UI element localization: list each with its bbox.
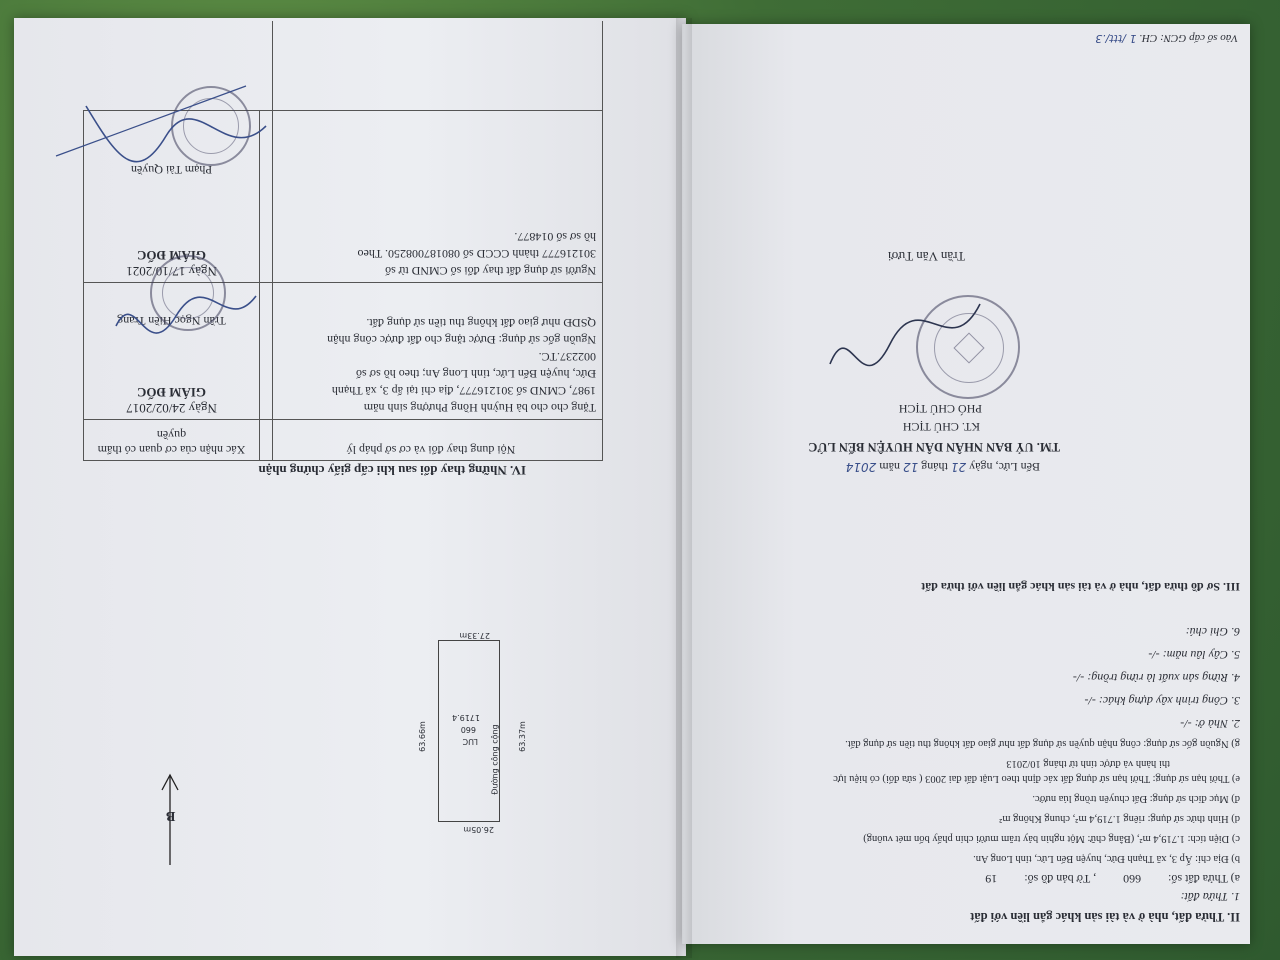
forest-line: 4. Rừng sản xuất là rừng trồng: -/-: [1072, 671, 1240, 685]
sign-month: 12: [902, 460, 919, 474]
row2-line: Người sử dụng đất thay đổi số CMND từ số: [385, 264, 596, 278]
signature-2: [46, 56, 286, 196]
plot-dim-bottom: 27.33m: [459, 631, 490, 640]
row1-line: 1987, CMND số 301216777, địa chỉ tại ấp 3, xã Thạnh: [331, 384, 596, 398]
section-ii-title: II. Thửa đất, nhà ở và tài sản khác gắn liền với đất: [970, 910, 1240, 924]
note-line: 6. Ghi chú:: [1185, 625, 1240, 639]
vice-chairman: PHÓ CHỦ TỊCH: [898, 402, 982, 416]
confirm-col-header: Xác nhận của cơ quan có thẩm quyền: [84, 420, 260, 461]
usage-term-line-2: thi hành và được tính từ tháng 10/2013: [1006, 758, 1170, 769]
registry-label: Vào sổ cấp GCN: CH.: [1139, 32, 1238, 44]
plot-road-label: Đường công cộng: [490, 724, 500, 795]
changes-header-row: [84, 420, 603, 461]
row1-line: Tặng cho cho bà Huỳnh Hồng Phượng sinh năm: [363, 401, 596, 415]
table-left-rule: [602, 21, 603, 461]
registry-number: 1 /ttt/.3: [1095, 32, 1137, 45]
row2-title: GIÁM ĐỐC: [137, 248, 206, 263]
usage-form-line: d) Hình thức sử dụng: riêng 1.719,4 m², chung Không m²: [999, 813, 1240, 824]
left-page-content: [14, 18, 686, 956]
row1-line: QSDĐ như giao đất không thu tiền sử dụng đất.: [366, 316, 596, 330]
row1-signer: Trần Ngọc Hiền Trang: [117, 314, 226, 328]
address-line: b) Địa chỉ: Ấp 3, xã Thạnh Đức, huyện Bến Lức, tỉnh Long An.: [973, 853, 1240, 864]
parcel-number: 660: [1123, 872, 1142, 886]
row1-line: Nguồn gốc sử dụng: Được tặng cho đất được công nhận: [327, 333, 596, 347]
area-line: c) Diện tích: 1.719,4 m², (Bằng chữ: Một nghìn bảy trăm mười chín phẩy bốn mét vuông): [863, 833, 1240, 844]
changes-section-title: IV. Những thay đổi sau khi cấp giấy chứng nhận: [258, 463, 526, 478]
construction-line: 3. Công trình xây dựng khác: -/-: [1084, 694, 1240, 708]
parcel-heading: 1. Thửa đất:: [1180, 890, 1240, 904]
house-line: 2. Nhà ở: -/-: [1180, 717, 1240, 731]
map-sheet-number: 19: [985, 872, 998, 886]
plot-dim-left: 63.37m: [518, 721, 528, 752]
registry-footer: [1095, 30, 1238, 46]
row2-signer: Phạm Tài Quyền: [130, 163, 213, 177]
diagram-title: III. Sơ đồ thửa đất, nhà ở và tài sản khác gắn liền với thửa đất: [921, 580, 1240, 594]
perennial-line: 5. Cây lâu năm: -/-: [1148, 648, 1240, 662]
signature-1: [106, 246, 266, 356]
sign-date-line: [846, 459, 1040, 474]
row2-line: 301216777 thành CCCD số 080187008250. Theo: [357, 247, 596, 261]
origin-line: g) Nguồn gốc sử dụng: công nhận quyền sử dụng đất như giao đất không thu tiền sử dụng đất.: [845, 738, 1240, 749]
sign-year-label: năm: [879, 460, 900, 474]
change-row-2-content: [260, 111, 603, 283]
plot-area: 1719.4: [452, 713, 480, 722]
issuing-org: TM. UỶ BAN NHÂN DÂN HUYỆN BẾN LỨC: [808, 440, 1060, 454]
usage-purpose-line: đ) Mục đích sử dụng: Đất chuyên trồng lúa nước.: [1032, 793, 1240, 804]
sign-day: 21: [950, 460, 967, 474]
signer-name: Trần Văn Tươi: [887, 249, 965, 264]
plot-land-code: LUC: [462, 737, 478, 746]
content-col-header: Nội dung thay đổi và cơ sở pháp lý: [260, 420, 603, 461]
plot-parcel-number: 660: [460, 725, 476, 734]
parcel-number-label: a) Thửa đất số:: [1168, 872, 1240, 886]
row2-line: hồ sơ số 014877.: [514, 230, 596, 244]
plot-dim-top: 26.05m: [463, 825, 494, 834]
row1-line: 002237.TC.: [538, 350, 596, 364]
usage-term-line: e) Thời hạn sử dụng: Thời hạn sử dụng đất xác định theo Luật đất đai 2003 ( sửa đổi) có hiệu lực: [833, 773, 1240, 784]
parcel-number-row: [985, 871, 1240, 886]
row1-title: GIÁM ĐỐC: [137, 385, 206, 400]
north-label: B: [166, 808, 176, 823]
right-page-content: [682, 24, 1250, 944]
sign-month-label: tháng: [921, 460, 948, 474]
sign-year: 2014: [845, 460, 877, 474]
row1-line: Đức, huyện Bến Lức, tỉnh Long An; theo hồ sơ số: [356, 367, 596, 381]
row2-date: Ngày 17/10/2021: [126, 264, 217, 279]
map-sheet-label: , Tờ bản đồ số:: [1024, 872, 1097, 886]
plot-dim-right: 63.66m: [418, 721, 428, 752]
sign-place: Bến Lức, ngày: [969, 460, 1040, 474]
row1-date: Ngày 24/02/2017: [126, 401, 217, 416]
change-row-1-content: [260, 283, 603, 420]
chairman-signature: [820, 264, 1000, 384]
kt-chairman: KT. CHỦ TỊCH: [902, 420, 980, 434]
plot-diagram: [418, 626, 528, 836]
